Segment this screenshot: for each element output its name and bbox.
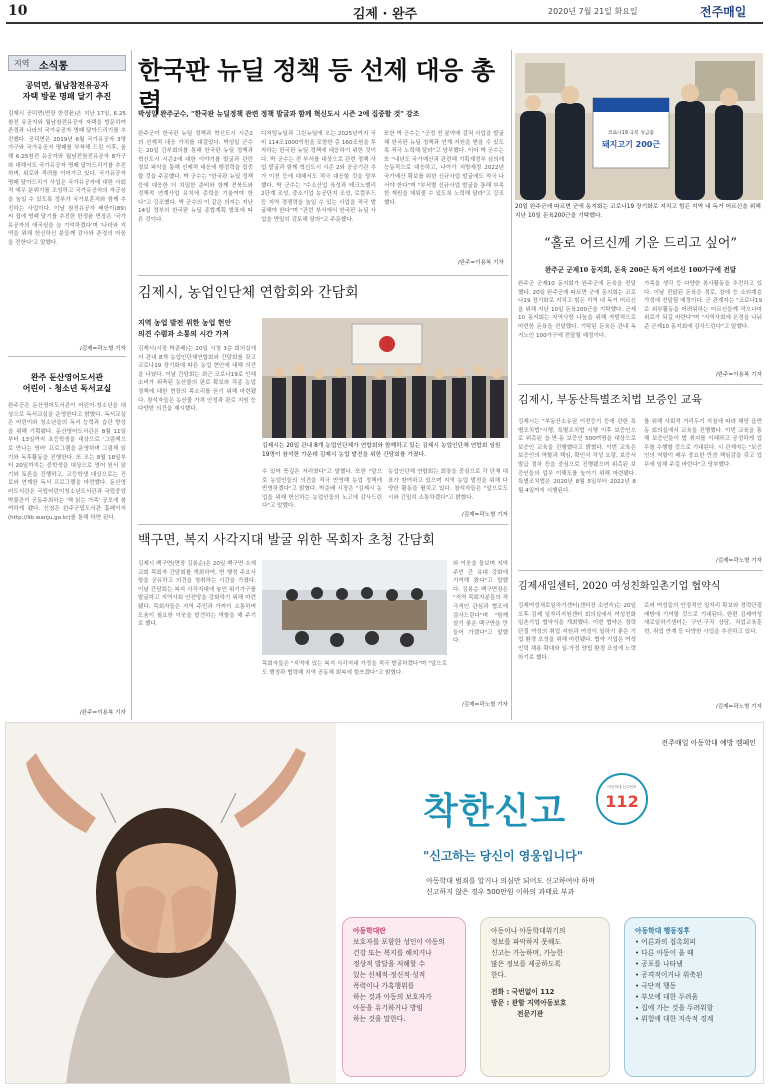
newspaper-brand: 전주매일 (700, 5, 747, 19)
ad-box3-item: • 다른 아동이 울 때 (635, 949, 694, 957)
farm-headline: 김제시, 농업인단체 연합회와 간담회 (138, 285, 359, 301)
realestate-top-rule (518, 384, 763, 385)
ad-title: 착한신고 (423, 791, 567, 832)
sidebar-story2-byline: /완주=이용복 기자 (79, 710, 126, 716)
ad-box2-line: 정보를 파악하지 못해도 (491, 938, 561, 946)
lead-bottom-rule (138, 275, 508, 276)
ad-badge-number: 112 (605, 792, 639, 811)
sidebar-story2-headline (8, 372, 126, 394)
donation-byline: /완주=이용복 기자 (715, 372, 762, 378)
ad-box-reporting (480, 917, 610, 1077)
realestate-body-col2: 를 위해 사회적 거리두기 지침에 따라 해당 읍면동 회의실에서 교육을 진행했다. 이번 교육을 통해 보증인들이 법 취지를 이해하고 공정하게 업무를 수행할 것으로 기대된다. 시 관계자는 "보증인의 역할이 매우 중요한 만큼 책임감을 갖고 업무에 임해 주길 바란다"고 당부했다. (644, 419, 762, 468)
lead-headline: 한국판 뉴딜 정책 등 선제 대응 총력 (138, 56, 495, 117)
ad-box1-line: 폭력이나 가혹행위를 (353, 982, 415, 990)
farm-bottom-rule (138, 524, 508, 525)
donation-banner-small: 코로나19 극복 성금품 (607, 131, 655, 136)
ad-box1-line: 정상적 발달을 저해할 수 (353, 960, 426, 968)
sidebar-column-rule (131, 50, 132, 720)
donation-body-col2: 가족을 생각 등 다양한 봉사활동을 추진하고 있다. 이날 전달된 돈육은 경로, 장애 등 소외계층 가정에 전달될 예정이다. 군 관계자는 "코로나19로 외부활동을 어려워하는 어르신들께 작으나마 위로가 되길 바란다"며 "지역사회에 온정을 나눠 준 군제10 동지회에 감사드린다"고 말했다. (644, 281, 762, 330)
baekgu-meeting-photo (262, 560, 447, 655)
farm-subhead-line2: 의견 수렴과 소통의 시간 가져 (138, 330, 229, 338)
donation-photo (515, 53, 763, 200)
sidebar-story1-headline-line1: 공덕면, 월남참전유공자 (25, 80, 109, 90)
farm-body-col3: 농업인단체 연합회는 회장을 중심으로 각 단체 대표가 참여하고 있으며 지역 농업 발전을 위해 다양한 활동을 펼치고 있다. 참석자들은 "앞으로도 시와 긴밀히 소통하겠다"고 밝혔다. (388, 469, 508, 501)
donation-photo-illustration (515, 53, 763, 200)
ad-box2-visit: 방문 : 관할 지역아동보호 (491, 999, 567, 1007)
header-rule (6, 22, 763, 24)
farm-subhead (138, 318, 256, 340)
lead-body-col2: 디지털뉴딜과 그린뉴딜에 오는 2025년까지 국비 114조1000억원을 포함한 총 160조원을 투자하는 한국판 뉴딜 정책에 대응하기 위한 것이다. 박 군수는 전 부서를 대상으로 관련 정책 사업 발굴과 함께 혁신도시 시즌 2와 공공기관 추가 이전 등에 대해서도 적극 대응할 것을 당부했다. 박 군수는 "수소산업 육성과 테크노밸리 2단계 조성, 중소기업 농공단지 조성, 로컬푸드 등 지역 경쟁력을 높일 수 있는 사업을 적극 발굴해야 한다"며 "관련 부서에서 한국판 뉴딜 사업을 면밀히 검토해 달라"고 주문했다. (261, 131, 376, 223)
sidebar-section-tag (8, 55, 126, 71)
ad-slogan: "신고하는 당신이 영웅입니다" (423, 849, 583, 863)
ad-box3-title: 아동학대 행동징후 (635, 927, 690, 935)
women-body-col1: 김제여성새로일하기센터(센터장 소연숙)는 20일 오후 김제 일자리지원센터 회의실에서 여성친화일촌기업 협약식을 개최했다. 이번 협약은 경력단절 여성의 취업 지원과 여성이 일하기 좋은 기업 환경 조성을 위해 마련됐다. 협약 기업은 여성 인력 채용 확대와 일·가정 양립 환경 조성에 노력하기로 했다. (518, 603, 636, 661)
farm-group-photo (262, 318, 508, 438)
farm-body-col1: 김제시(시장 박준배)는 20일 시청 3층 회의실에서 관내 8개 농업인단체연합회와 간담회를 갖고 코로나19 장기화에 따른 농업 현안에 대해 의견을 나눴다. 이날 간담회는 최근 코로나19로 인해 소비가 위축된 농산물의 판로 확보와 각종 농업 정책에 대한 현장의 목소리를 듣기 위해 마련됐다. 참석자들은 농산물 가격 안정과 판로 지원 등 다양한 의견을 제시했다. (138, 346, 256, 413)
sidebar-divider (8, 356, 126, 357)
sidebar-story1-byline: /김제=곽노형 기자 (79, 346, 126, 352)
baekgu-body-col3: 와 이웃을 돌보며 지역 주민 간 유대 강화에 기여해 왔다"고 말했다. 김봉순 백구면장은 "지역 목회자분들의 적극적인 관심과 협조에 감사드린다"며 "함께 살기 좋은 백구면을 만들어 가겠다"고 말했다. (453, 561, 508, 645)
realestate-headline: 김제시, 부동산특별조치법 보증인 교육 (518, 393, 703, 406)
ad-box3-item: • 부모에 대한 두려움 (635, 993, 699, 1001)
sidebar-story1-headline-line2: 자택 방문 명패 달기 추진 (22, 91, 112, 101)
ad-box3-item: • 공포를 나타냄 (635, 960, 683, 968)
farm-byline: /김제=곽노형 기자 (461, 512, 508, 518)
farm-photo-caption: 김제시는 20일 관내 8개 농업인단체가 연합회와 함께하고 있는 김제시 농업인단체 연합회 임원 19명이 참석한 가운데 김제시 농업 발전을 위한 간담회를 가졌다. (262, 443, 501, 458)
donation-banner-main: 돼지고기 200근 (601, 140, 661, 149)
baekgu-byline: /김제=곽노형 기자 (461, 702, 508, 708)
ad-box1-title: 아동학대란 (353, 927, 386, 935)
ad-box1-line: 건강 또는 복지를 해치거나 (353, 949, 432, 957)
sidebar-story2-body: 완주군은 둔산영어도서관이 어린이·청소년을 대상으로 독서교실을 운영한다고 밝혔다. 독서교실은 어린이와 청소년들의 독서 능력과 습관 향상을 위해 기획됐다. 둔산영어도서관은 8월 11일부터 13일까지 초등학생을 대상으로 '그림책으로 만나는 영어' 프로그램을 운영하며 그림책 읽기와 독후활동을 진행한다. 또 오는 8월 18일부터 20일까지는 중학생을 대상으로 영어 원서 읽기와 토론을 진행하고, 고등학생 대상으로는 진로와 연계한 독서 프로그램을 마련했다. 둔산영어도서관은 국립어린이청소년도서관과 국립중앙박물관이 공동주최하는 '책 읽는 가족' 공모에 참여하게 됐다. 신청은 완주군립도서관 홈페이지(http://lib.wanju.go.kr)를 통해 하면 된다. (8, 403, 126, 521)
ad-description-line1: 아동학대 범죄를 알거나 의심만 되어도 신고하여야 하며 (426, 877, 595, 885)
women-body-col2: 로써 여성들의 안정적인 일자리 확보와 경력단절 예방에 기여할 것으로 기대된다. 한편 김제여성새로일하기센터는 구인·구직 상담, 직업교육훈련, 취업 연계 등 다양한 사업을 추진하고 있다. (644, 603, 762, 635)
baekgu-body-col2: 목회자들은 "지역에 있는 복지 사각지대 가정을 적극 발굴하겠다"며 "앞으로도 행정과 협력해 지역 공동체 회복에 힘쓰겠다"고 밝혔다. (262, 661, 447, 676)
ad-box2-visit-line2: 전문기관 (517, 1010, 544, 1018)
ad-box1-line: 하는 것과 아동의 보호자가 (353, 993, 432, 1001)
sidebar-story2-headline-line1: 완주 둔산영어도서관 (30, 372, 104, 382)
realestate-body-col1: 김제시는 "부동산소유권 이전등기 등에 관한 특별조치법"시행, 특별조치법 시행 이후 보증인으로 위촉된 읍·면·동 보증인 500여명을 대상으로 보증인 교육을 진행했다고 밝혔다. 이번 교육은 보증인의 역할과 책임, 확인서 작성 요령, 보증서 발급 절차 등을 중심으로 진행됐으며 위촉된 보증인들의 업무 이해도를 높이기 위해 마련됐다. 특별조치법은 2020년 8월 5일부터 2022년 8월 4일까지 시행된다. (518, 419, 636, 494)
ad-box3-item: • 집에 가는 것을 두려워함 (635, 1004, 714, 1012)
farm-body-col2: 수 있어 뜻깊은 자리였다"고 말했다. 또한 "앞으로 농업인들의 의견을 적극 반영해 농업 정책에 반영하겠다"고 밝혔다. 박준배 시장은 "김제시 농업을 위해 헌신하는 농업인들의 노고에 감사드린다"고 말했다. (262, 469, 382, 510)
ad-box1-line: 보호자를 포함한 성인이 아동의 (353, 938, 445, 946)
donation-body-col1: 완주군 군제10 동지회가 완주군에 돈육을 전달했다. 20일 완주군에 따르면 군에 동지회는 코로나19 장기화로 지치고 힘든 지역 내 독거 어르신을 위해 지난 10일 돈육200근을 기탁했다. 군제10 동지회는 지역사랑 나눔을 위해 자발적으로 마련한 돈육을 전달했다. 기탁된 돈육은 관내 독거노인 100가구에 전달될 예정이다. (518, 281, 636, 339)
donation-headline: “홀로 어르신께 기운 드리고 싶어” (543, 236, 738, 251)
realestate-byline: /김제=곽노형 기자 (715, 558, 762, 564)
sidebar-tag-prefix: 지역 (14, 59, 30, 68)
lead-body-col1: 완주군이 한국판 뉴딜 정책과 혁신도시 시즌2의 선제적 대응 가치를 내걸었다. 박성일 군수는 20일 간부회의를 통해 한국판 뉴딜 정책과 혁신도시 시즌2에 대한 이야기를 발굴과 관련 정보 파악을 통해 선제적 대응에 행정력을 집중할 것을 주문했다. 박 군수는 "한국판 뉴딜 정책 등에 대응한 더 치밀한 준비와 함께 전북도와 정책적 연계사업 유치에 총력을 기울여야 한다"고 강조했다. 박 군수의 이 같은 의지는 지난 14일 정부의 한국판 뉴딜 종합계획 발표에 따른 것이다. (138, 131, 253, 223)
ad-box2-line: 신고는 가능하며, 가능한 (491, 949, 564, 957)
ad-box3-item: • 극단적 행동 (635, 982, 677, 990)
ad-box3-item: • 공격적이거나 위축된 (635, 971, 703, 979)
ad-box1-line: 아동을 유기하거나 방임 (353, 1004, 423, 1012)
farm-photo-illustration (262, 318, 508, 438)
sidebar-story1-headline (8, 80, 126, 102)
sidebar-story2-headline-line2: 어린이 · 청소년 독서교실 (22, 383, 112, 393)
lead-byline: /완주=이용복 기자 (457, 260, 504, 266)
issue-date: 2020년 7월 21일 화요일 (548, 7, 638, 16)
ad-badge-caption: 아동학대 신고번호 (607, 785, 637, 789)
ad-112-badge (596, 773, 648, 825)
ad-box3-item: • 어른과의 접촉회피 (635, 938, 696, 946)
baekgu-headline: 백구면, 복지 사각지대 발굴 위한 목회자 초청 간담회 (138, 533, 435, 548)
farm-subhead-line1: 지역 농업 발전 위한 농업 현안 (138, 319, 232, 327)
sidebar-story1-body: 김제시 공덕면(면장 한정윤)은 지난 17일, 6.25참전 유공자와 월남참전유공자 자택을 방문하여 존경과 나라의 국가유공자 명패 달아드리기를 추진했다. 공덕면은 2019년 6월 국가유공자 3명가구와 국가유공자 명패를 부착해 드린 이후, 올해 6.25참전 유공자와 월남전참전유공자 8가구와 대해서도 국가유공자 명패 달아드리기를 추진하며, 위로와 격려를 이어가고 있다. 국가유공자 명패 달아드리기 사업은 국가유공자에 대한 사회적 예우 분위기를 조성하고 국가유공자의 자긍심을 높일 수 있도록 정부가 국가보훈처와 함께 추진하는 사업이다. 이날 참전유공자 배한이(89) 씨 집에 명패 달기를 추진한 한정윤 면장은 '국가유공자의 애국심을 늘 기억하겠다'며 '나라와 지역을 위해 헌신하신 분들께 감사와 존경의 마음을 전한다'고 말했다. (8, 111, 126, 246)
baekgu-body-col1: 김제시 백구면(면장 김봉순)은 20일 백구면 소재 교회 목회자 간담회를 개최하여, 면 행정 주요사항을 공유하고 의견을 청취하는 시간을 가졌다. 이날 간담회는 복지 사각지대에 놓인 위기가구를 발굴하고 지역사회 안전망을 강화하기 위해 마련됐다. 목회자들은 지역 주민과 가까이 소통하며 도움이 필요한 이웃을 발견하는 역할을 해 주기로 했다. (138, 561, 256, 628)
ad-box2-line: 많은 정보를 제공하도록 (491, 960, 561, 968)
baekgu-photo-illustration (262, 560, 447, 655)
women-top-rule (518, 570, 763, 571)
women-byline: /김제=곽노형 기자 (715, 704, 762, 710)
crying-child-illustration (6, 723, 336, 1084)
lead-body-col3: 또한 박 군수는 "군정 전 분야에 걸쳐 사업을 발굴해 한국판 뉴딜 정책과 연계 지원을 받을 수 있도록 적극 노력해 달라"고 당부했다. 이어 박 군수는 또 "내년도 국가예산과 관련해 기획재정부 심의에 능동적으로 대응하고, 나아가 지방재정 2022년 국가예산 확보를 위한 신규사업 발굴에도 적극 나서야 한다"며 "부서별 신규사업 발굴을 통해 부족한 재원을 채워줄 수 있도록 노력해 달라"고 강조했다. (384, 131, 504, 206)
ad-description-line2: 신고하지 않은 경우 500만원 이하의 과태료 부과 (426, 888, 575, 896)
ad-box1-line: 하는 것을 말한다. (353, 1015, 406, 1023)
ad-box-definition (342, 917, 466, 1077)
lead-subhead: 박성일 완주군수, "한국판 뉴딜정책 관련 정책 발굴과 함께 혁신도시 시즌 2에 집중할 것" 강조 (138, 110, 420, 118)
child-abuse-campaign-ad (5, 722, 764, 1084)
ad-description (426, 876, 746, 898)
women-headline: 김제새일센터, 2020 여성친화일촌기업 협약식 (518, 581, 721, 592)
sidebar-tag-title: 소식통 (39, 61, 68, 72)
ad-box1-line: 있는 신체적·정신적·성적 (353, 971, 426, 979)
donation-subhead: 완주군 군제10 동지회, 돈육 200근 독거 어르신 100가구에 전달 (544, 266, 737, 274)
ad-campaign-label: 전주매일 아동학대 예방 캠페인 (661, 739, 756, 747)
ad-box2-phone: 전화 : 국번없이 112 (491, 988, 555, 996)
donation-caption: 20일 완주군에 따르면 군에 동지회는 코로나19 장기화로 지치고 힘든 지역 내 독거 어르신을 위해 지난 10일 돈육200근을 기탁했다. (515, 204, 761, 219)
ad-box3-item: • 위험에 대한 지속적 경계 (635, 1015, 714, 1023)
section-title: 김제 · 완주 (352, 7, 418, 22)
ad-box-signs (624, 917, 756, 1077)
right-column-rule (511, 50, 512, 720)
ad-box2-line: 아동이나 아동학대위기의 (491, 927, 566, 935)
ad-box2-line: 한다. (491, 971, 507, 979)
page-number: 10 (8, 3, 28, 19)
